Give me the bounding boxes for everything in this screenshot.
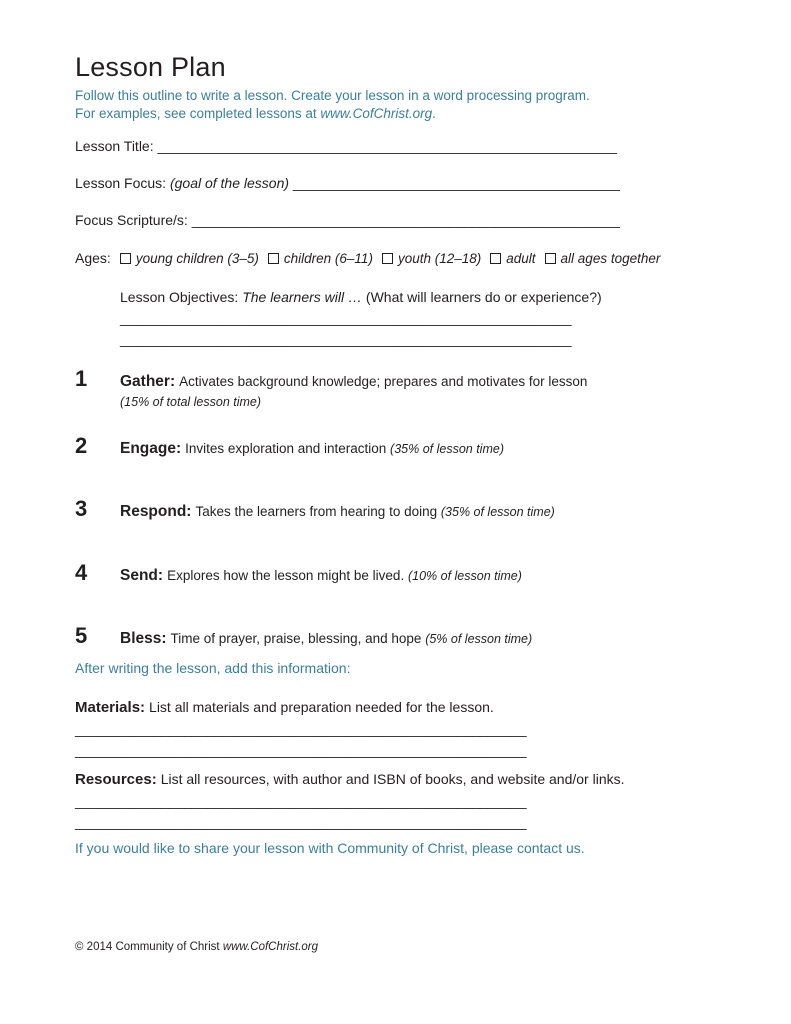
field-lesson-focus — [75, 175, 620, 191]
step-respond — [75, 496, 555, 523]
step-gather — [75, 366, 587, 413]
objectives-blank-2: __________________________________________________________ — [120, 331, 572, 347]
materials-section — [75, 697, 527, 762]
resources-text: List all resources, with author and ISBN of books, and website and/or links. — [160, 771, 625, 787]
checkbox-youth[interactable] — [382, 253, 393, 264]
checkbox-all-ages[interactable] — [545, 253, 556, 264]
step-name: Gather: — [120, 373, 176, 390]
objectives-hint: (What will learners do or experience?) — [365, 289, 602, 305]
lesson-focus-blank: __________________________________________ — [292, 175, 620, 191]
ages-label: Ages: — [75, 250, 111, 266]
step-bless — [75, 623, 532, 650]
step-number: 4 — [75, 560, 88, 585]
lesson-focus-label: Lesson Focus: — [75, 175, 167, 191]
step-name: Bless: — [120, 630, 167, 647]
resources-label: Resources: — [75, 771, 157, 788]
focus-scripture-label: Focus Scripture/s: — [75, 212, 188, 228]
intro-period: . — [432, 105, 436, 121]
step-name: Respond: — [120, 503, 192, 520]
step-time: (35% of lesson time) — [440, 505, 555, 519]
step-name: Send: — [120, 567, 164, 584]
step-description: Invites exploration and interaction — [185, 441, 387, 456]
lesson-focus-hint: (goal of the lesson) — [169, 175, 290, 191]
objectives-blank-1: __________________________________________________________ — [120, 310, 572, 326]
step-send — [75, 560, 522, 587]
checkbox-children[interactable] — [268, 253, 279, 264]
materials-text: List all materials and preparation needed for the lesson. — [149, 699, 494, 715]
cofchrist-link[interactable]: www.CofChrist.org — [320, 105, 433, 121]
intro-line-2: For examples, see completed lessons at — [75, 105, 321, 121]
resources-blank-2: __________________________________________________________ — [75, 814, 527, 830]
lesson-objectives — [120, 287, 602, 350]
step-engage — [75, 433, 504, 460]
age-option-all-ages: all ages together — [560, 251, 661, 266]
after-writing-heading: After writing the lesson, add this information: — [75, 660, 351, 676]
field-focus-scripture — [75, 212, 620, 228]
lesson-title-label: Lesson Title: — [75, 138, 154, 154]
objectives-italic: The learners will … — [242, 289, 363, 305]
field-lesson-title — [75, 138, 617, 154]
ages-row — [75, 250, 660, 266]
step-number: 3 — [75, 496, 88, 521]
checkbox-adult[interactable] — [490, 253, 501, 264]
objectives-label: Lesson Objectives: — [120, 289, 239, 305]
age-option-children: children (6–11) — [283, 251, 373, 266]
age-option-youth: youth (12–18) — [397, 251, 482, 266]
copyright-text: © 2014 Community of Christ — [75, 941, 223, 953]
resources-section — [75, 769, 625, 834]
resources-blank-1: __________________________________________________________ — [75, 792, 527, 809]
step-description: Time of prayer, praise, blessing, and hope — [170, 631, 422, 646]
materials-blank-2: __________________________________________________________ — [75, 742, 527, 758]
step-time: (35% of lesson time) — [390, 442, 504, 456]
age-option-adult: adult — [506, 251, 536, 266]
step-number: 2 — [75, 433, 88, 458]
materials-blank-1: __________________________________________________________ — [75, 720, 527, 737]
step-description: Activates background knowledge; prepares and motivates for lesson — [179, 374, 588, 389]
materials-label: Materials: — [75, 699, 146, 716]
lesson-title-blank: ___________________________________________________________ — [157, 138, 617, 154]
share-note: If you would like to share your lesson with Community of Christ, please contact us. — [75, 840, 585, 856]
step-number: 5 — [75, 623, 88, 648]
step-description: Takes the learners from hearing to doing — [195, 504, 438, 519]
step-description: Explores how the lesson might be lived. — [167, 568, 405, 583]
checkbox-young-children[interactable] — [120, 253, 131, 264]
footer-cofchrist-link[interactable]: www.CofChrist.org — [222, 941, 319, 953]
intro-line-1: Follow this outline to write a lesson. Create your lesson in a word processing program. — [75, 88, 590, 103]
step-time: (5% of lesson time) — [425, 632, 533, 646]
focus-scripture-blank: _______________________________________________________ — [191, 212, 620, 228]
intro-text — [75, 87, 590, 122]
age-option-young-children: young children (3–5) — [135, 251, 259, 266]
footer — [75, 941, 318, 953]
step-number: 1 — [75, 366, 88, 391]
page-title: Lesson Plan — [75, 52, 226, 82]
step-name: Engage: — [120, 440, 182, 457]
step-time: (15% of total lesson time) — [120, 395, 262, 409]
step-time: (10% of lesson time) — [407, 569, 522, 583]
